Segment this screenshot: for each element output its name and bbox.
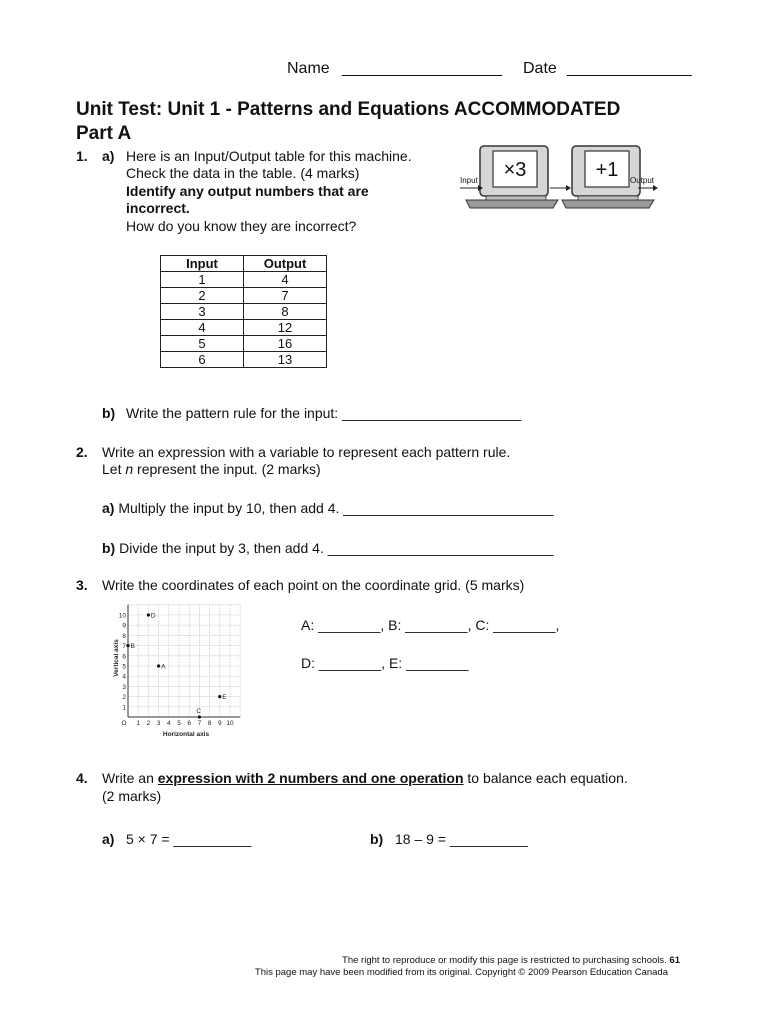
table-header-output: Output bbox=[244, 256, 327, 272]
footer-line1 bbox=[342, 955, 680, 967]
q2b-label: b) bbox=[102, 540, 116, 556]
part-title: Part A bbox=[76, 123, 132, 144]
point-label-c: C bbox=[196, 708, 202, 715]
table-cell: 5 bbox=[161, 336, 244, 352]
table-cell: 13 bbox=[244, 352, 327, 368]
table-cell: 4 bbox=[161, 320, 244, 336]
q2-line2-post: represent the input. (2 marks) bbox=[133, 461, 321, 477]
q2-line2 bbox=[102, 460, 321, 478]
q1-line4: incorrect. bbox=[126, 200, 190, 216]
q2b-row[interactable] bbox=[102, 539, 554, 557]
table-row bbox=[161, 352, 327, 368]
q4a-text[interactable]: 5 × 7 = __________ bbox=[126, 831, 252, 847]
point-e bbox=[218, 695, 221, 698]
y-tick-label: 8 bbox=[122, 632, 126, 640]
q2-number: 2. bbox=[76, 444, 88, 460]
y-tick-label: 5 bbox=[122, 663, 126, 671]
q2-line2-pre: Let bbox=[102, 461, 126, 477]
input-output-table bbox=[160, 255, 327, 368]
grid-xlabel: Horizontal axis bbox=[162, 731, 210, 738]
q1b-text[interactable]: Write the pattern rule for the input: _______________________ bbox=[126, 405, 522, 421]
q3-number: 3. bbox=[76, 577, 88, 593]
table-cell: 16 bbox=[244, 336, 327, 352]
coordinate-grid bbox=[108, 596, 252, 742]
q1-line2: Check the data in the table. (4 marks) bbox=[126, 165, 360, 181]
page-title: Unit Test: Unit 1 - Patterns and Equations ACCOMMODATED bbox=[76, 99, 621, 120]
point-label-b: B bbox=[130, 643, 135, 651]
table-cell: 4 bbox=[244, 272, 327, 288]
table-row bbox=[161, 272, 327, 288]
x-tick-label: 9 bbox=[217, 720, 222, 727]
point-c bbox=[198, 715, 201, 718]
page-number: 61 bbox=[669, 955, 680, 966]
y-tick-label: 10 bbox=[118, 612, 126, 620]
point-d bbox=[147, 613, 150, 616]
y-tick-label: 9 bbox=[122, 622, 126, 630]
table-header-input: Input bbox=[161, 256, 244, 272]
table-cell: 8 bbox=[244, 304, 327, 320]
q1-line1: Here is an Input/Output table for this machine. bbox=[126, 148, 412, 164]
machine-output-label: Output bbox=[630, 176, 655, 185]
q2a-label: a) bbox=[102, 500, 115, 516]
q2-line1: Write an expression with a variable to represent each pattern rule. bbox=[102, 444, 511, 460]
y-tick-label: 4 bbox=[122, 673, 126, 681]
point-a bbox=[157, 664, 160, 667]
x-tick-label: 4 bbox=[166, 720, 171, 727]
y-tick-label: 3 bbox=[122, 683, 126, 691]
q2b-text: Divide the input by 3, then add 4. _____________________________ bbox=[115, 540, 554, 556]
q2a-row[interactable] bbox=[102, 499, 554, 517]
q2-variable: n bbox=[125, 461, 134, 477]
table-row bbox=[161, 304, 327, 320]
y-tick-label: 2 bbox=[122, 694, 126, 702]
y-tick-label: 6 bbox=[122, 653, 126, 661]
y-tick-label: 7 bbox=[122, 643, 126, 651]
table-row bbox=[161, 288, 327, 304]
q1-line5: How do you know they are incorrect? bbox=[126, 218, 357, 234]
q4-emphasis: expression with 2 numbers and one operation bbox=[157, 770, 464, 786]
point-label-a: A bbox=[161, 663, 166, 671]
x-tick-label: 2 bbox=[146, 720, 151, 727]
x-tick-label: 10 bbox=[226, 720, 234, 727]
table-cell: 12 bbox=[244, 320, 327, 336]
q4b-text[interactable]: 18 – 9 = __________ bbox=[395, 831, 528, 847]
q4a-label: a) bbox=[102, 831, 115, 847]
table-cell: 6 bbox=[161, 352, 244, 368]
machine-input-label: Input bbox=[460, 176, 478, 185]
table-row bbox=[161, 336, 327, 352]
footer-line2: This page may have been modified from its original. Copyright © 2009 Pearson Education Canada bbox=[254, 967, 668, 978]
q4-line2: (2 marks) bbox=[102, 788, 162, 804]
date-label: Date bbox=[523, 60, 557, 77]
op1-label: ×3 bbox=[503, 159, 527, 181]
name-blank[interactable]: __________________ bbox=[342, 60, 503, 77]
x-tick-label: 1 bbox=[136, 720, 141, 727]
table-cell: 1 bbox=[161, 272, 244, 288]
q1-line3: Identify any output numbers that are bbox=[126, 183, 369, 199]
point-label-d: D bbox=[150, 612, 156, 620]
table-cell: 2 bbox=[161, 288, 244, 304]
name-label: Name bbox=[287, 60, 330, 77]
point-label-e: E bbox=[222, 694, 227, 702]
q4-post: to balance each equation. bbox=[463, 770, 628, 786]
q2a-text: Multiply the input by 10, then add 4. ___________________________ bbox=[114, 500, 554, 516]
x-tick-label: 7 bbox=[197, 720, 202, 727]
q3-text: Write the coordinates of each point on the coordinate grid. (5 marks) bbox=[102, 577, 525, 593]
function-machine-diagram bbox=[458, 142, 658, 212]
x-tick-label: 8 bbox=[207, 720, 212, 727]
machine-times-3 bbox=[466, 146, 558, 208]
y-tick-label: 1 bbox=[122, 704, 126, 712]
q4-line1 bbox=[102, 769, 628, 787]
x-tick-label: 3 bbox=[156, 720, 161, 727]
table-cell: 3 bbox=[161, 304, 244, 320]
q3-answer-line2[interactable]: D: ________, E: ________ bbox=[301, 655, 469, 671]
date-blank[interactable]: ______________ bbox=[567, 60, 692, 77]
q4-pre: Write an bbox=[102, 770, 158, 786]
point-b bbox=[126, 644, 129, 647]
q1a-label: a) bbox=[102, 148, 115, 164]
q3-answer-line1[interactable]: A: ________, B: ________, C: ________, bbox=[301, 617, 560, 633]
q4-number: 4. bbox=[76, 770, 88, 786]
table-cell: 7 bbox=[244, 288, 327, 304]
q1-number: 1. bbox=[76, 148, 88, 164]
grid-ylabel: Vertical axis bbox=[113, 639, 120, 677]
op2-label: +1 bbox=[595, 159, 619, 181]
table-row bbox=[161, 320, 327, 336]
q4b-label: b) bbox=[370, 831, 384, 847]
grid-origin: O bbox=[121, 720, 127, 727]
footer-rights: The right to reproduce or modify this page is restricted to purchasing schools. bbox=[342, 955, 667, 966]
x-tick-label: 5 bbox=[177, 720, 181, 727]
q1b-label: b) bbox=[102, 405, 116, 421]
x-tick-label: 6 bbox=[187, 720, 192, 727]
